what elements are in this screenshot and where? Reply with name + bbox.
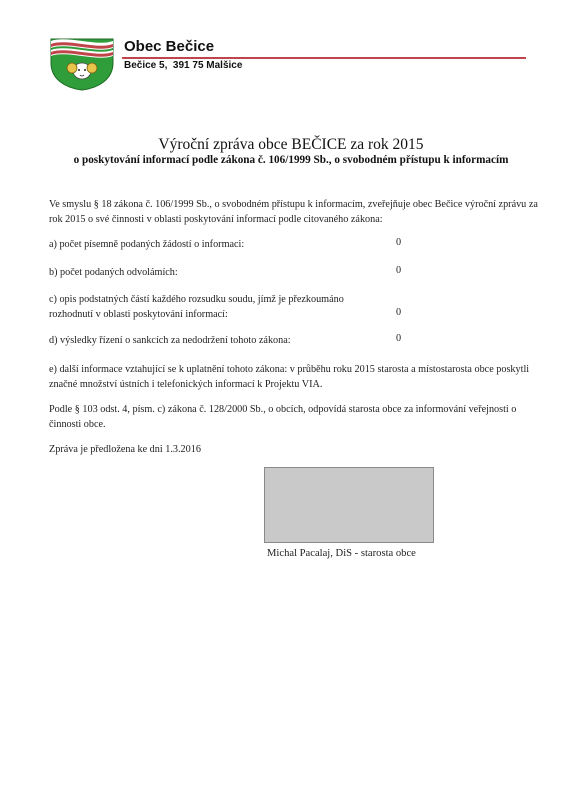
document-subtitle: o poskytování informací podle zákona č. 106/1999 Sb., o svobodném přístupu k informacím — [73, 154, 509, 166]
submitted-date: Zpráva je předložena ke dni 1.3.2016 — [49, 444, 201, 455]
item-a-label: a) počet písemně podaných žádostí o informaci: — [49, 239, 245, 250]
item-c-value: 0 — [396, 307, 402, 318]
item-a-value: 0 — [396, 237, 402, 248]
signature-redacted-box — [264, 467, 434, 543]
document-title: Výroční zpráva obce BEČICE za rok 2015 — [158, 136, 424, 153]
org-address: Bečice 5, 391 75 Malšice — [124, 60, 243, 71]
item-c-label: c) opis podstatných částí každého rozsudku soudu, jímž je přezkoumáno rozhodnutí v oblasti poskytování informací: — [49, 294, 344, 320]
coat-of-arms-icon — [49, 37, 115, 91]
item-e-paragraph: e) další informace vztahující se k uplatnění tohoto zákona: v průběhu roku 2015 starosta a místostarosta obce poskytli značné množství ústních i telefonických informací k Projektu VIA. — [49, 364, 530, 390]
item-d-label: d) výsledky řízení o sankcích za nedodržení tohoto zákona: — [49, 335, 291, 346]
responsibility-paragraph: Podle § 103 odst. 4, písm. c) zákona č. 128/2000 Sb., o obcích, odpovídá starosta obce za informování veřejnosti o činnosti obce. — [49, 404, 517, 430]
item-b-label: b) počet podaných odvolámích: — [49, 267, 178, 278]
item-b-value: 0 — [396, 265, 402, 276]
item-d-value: 0 — [396, 333, 402, 344]
signature-name: Michal Pacalaj, DiS - starosta obce — [267, 548, 416, 559]
header-rule — [122, 57, 526, 59]
intro-paragraph: Ve smyslu § 18 zákona č. 106/1999 Sb., o svobodném přístupu k informacím, zveřejňuje obec Bečice výroční zprávu za rok 2015 o své činnosti v oblasti poskytování informací podle citovaného zákona: — [49, 199, 538, 225]
org-name: Obec Bečice — [124, 38, 215, 55]
